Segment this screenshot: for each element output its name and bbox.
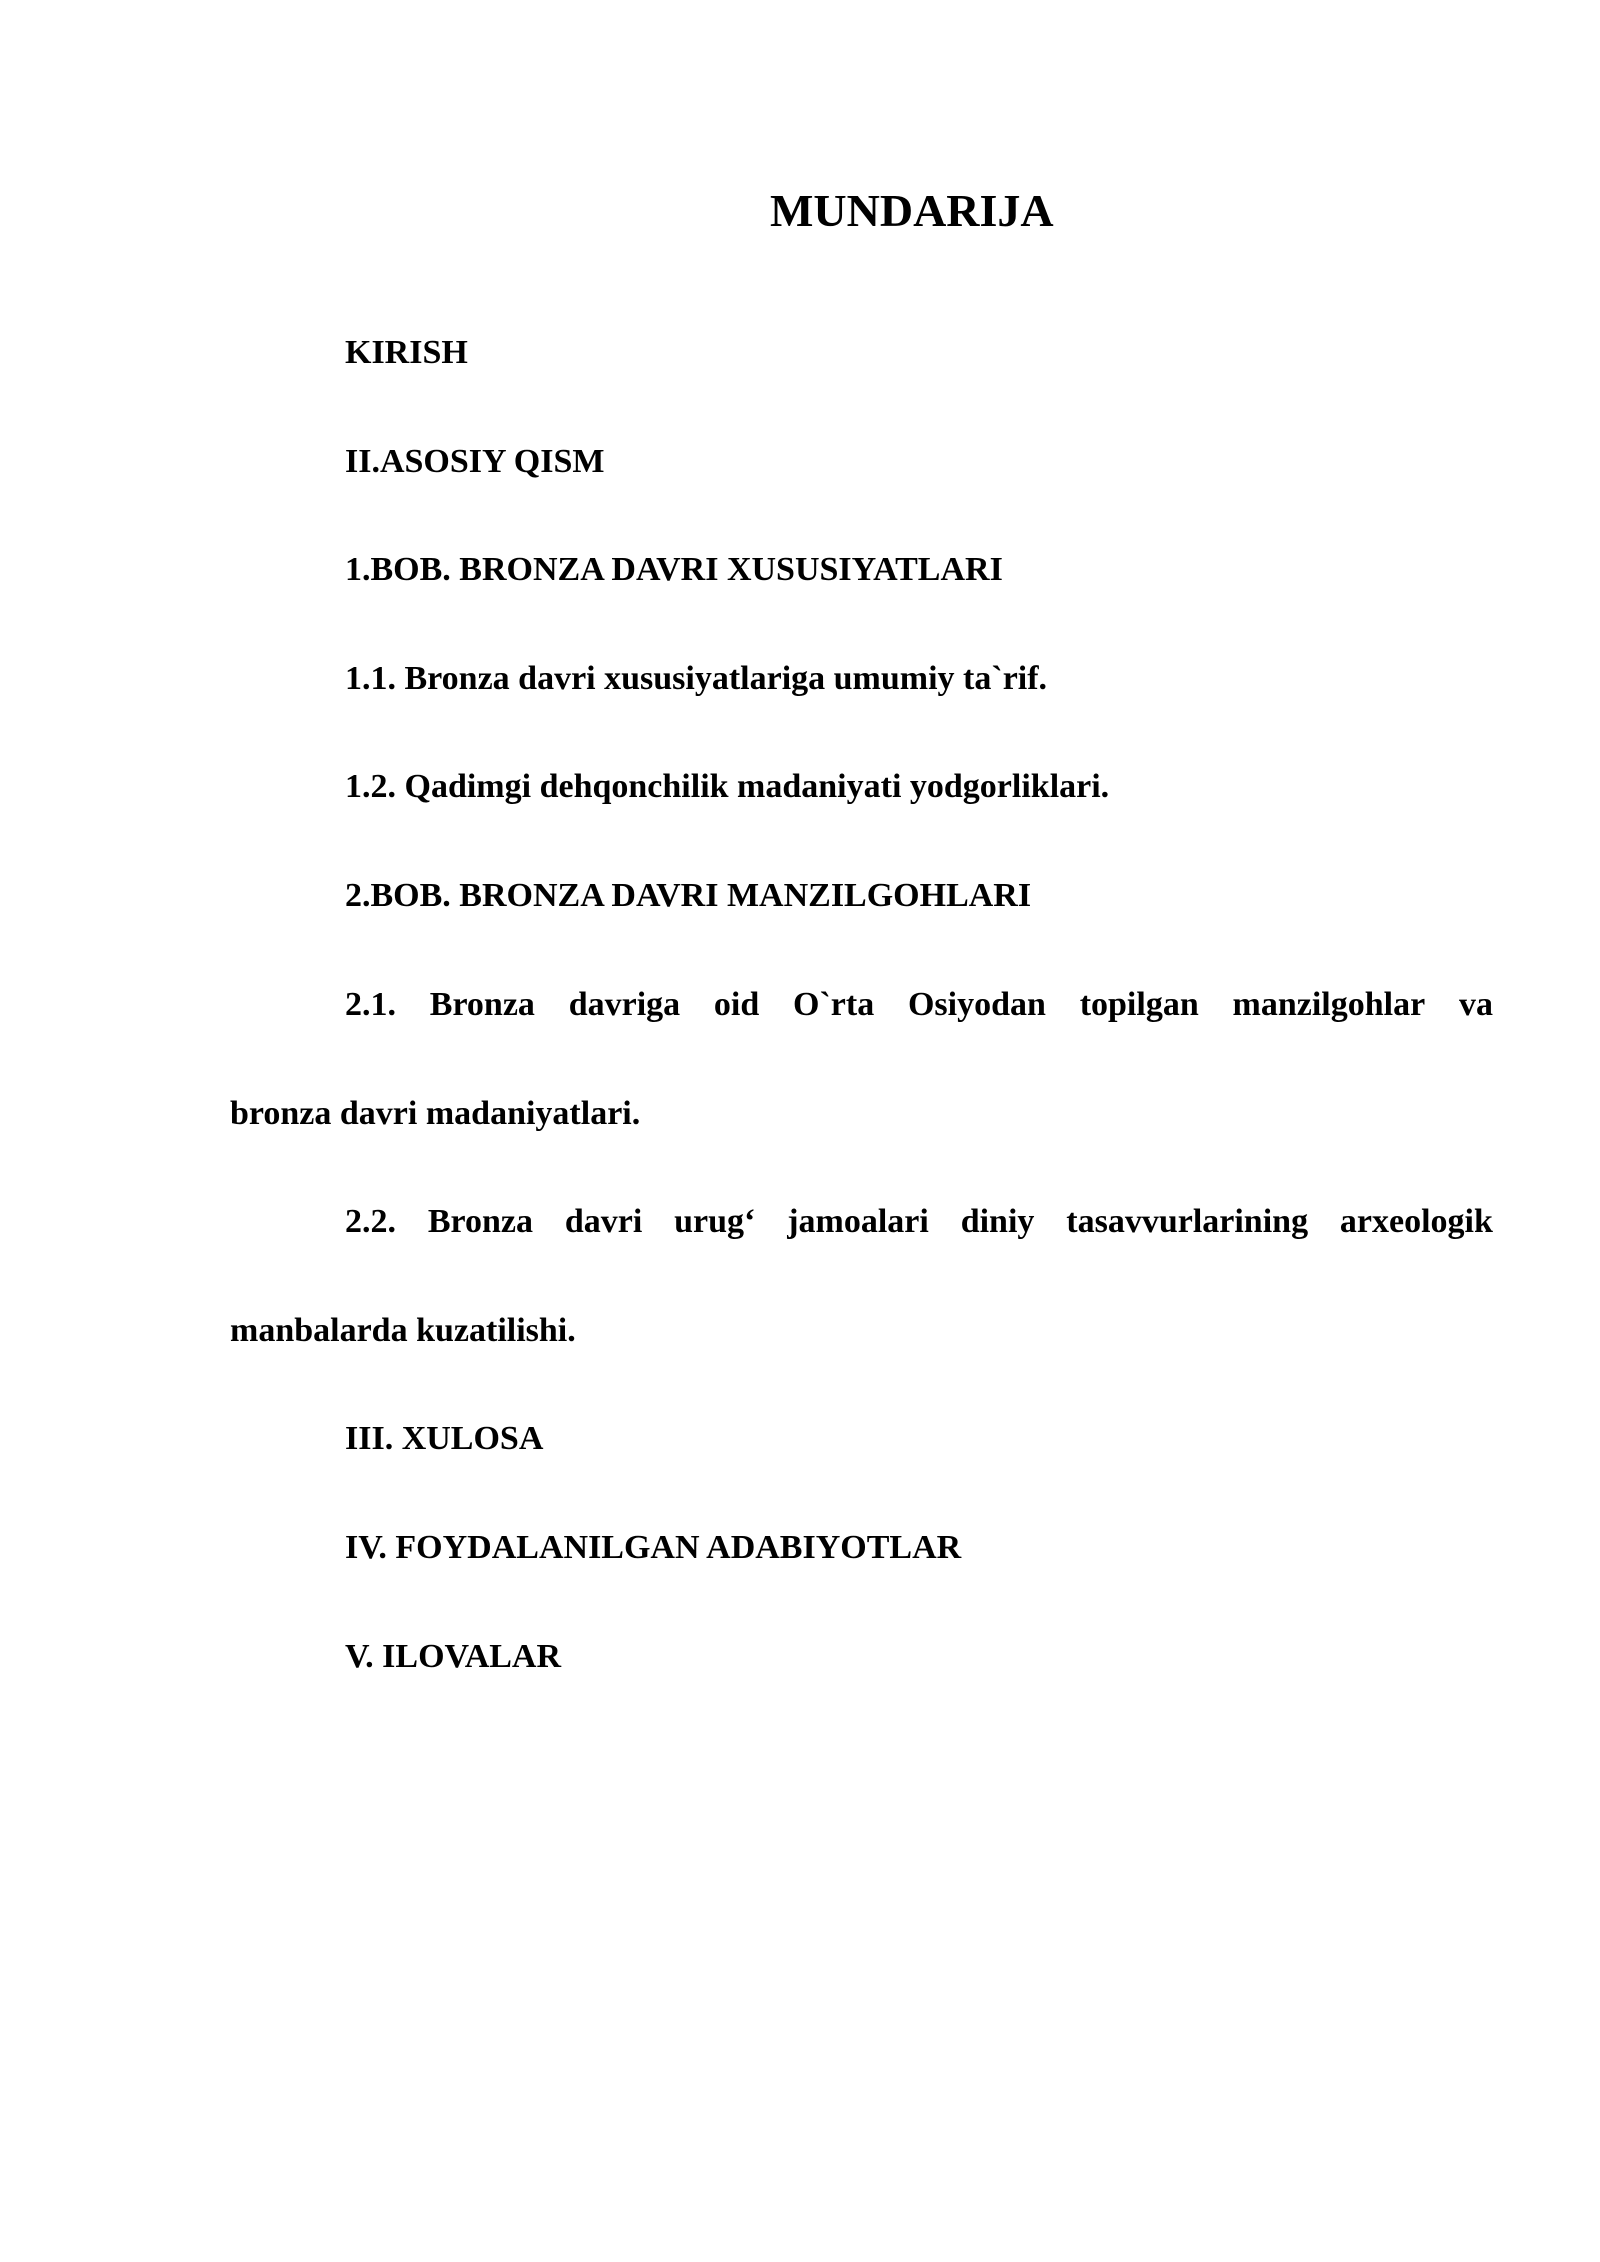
- word: manzilgohlar: [1232, 986, 1426, 1023]
- word: jamoalari: [787, 1203, 929, 1240]
- word: 2.2.: [345, 1203, 396, 1240]
- toc-entry-kirish: KIRISH: [345, 334, 468, 371]
- toc-entry-chapter-2: 2.BOB. BRONZA DAVRI MANZILGOHLARI: [345, 877, 1032, 914]
- toc-entry-asosiy-qism: II.ASOSIY QISM: [345, 443, 605, 480]
- toc-entry-section-1-1: 1.1. Bronza davri xususiyatlariga umumiy ta`rif.: [345, 660, 1048, 697]
- word: Osiyodan: [907, 986, 1046, 1023]
- word: va: [1458, 986, 1493, 1023]
- word: davri: [564, 1203, 643, 1240]
- word: oid: [713, 986, 760, 1023]
- word: Bronza: [427, 1203, 533, 1240]
- toc-entry-section-2-2-line2: manbalarda kuzatilishi.: [230, 1312, 576, 1349]
- toc-entry-ilovalar: V. ILOVALAR: [345, 1638, 562, 1675]
- word: 2.1.: [345, 986, 396, 1023]
- toc-entry-section-2-1-line2: bronza davri madaniyatlari.: [230, 1095, 641, 1132]
- word: O`rta: [793, 986, 875, 1023]
- toc-entry-section-1-2: 1.2. Qadimgi dehqonchilik madaniyati yodgorliklari.: [345, 768, 1110, 805]
- word: davriga: [568, 986, 681, 1023]
- toc-entry-section-2-2-line1: [345, 1205, 1493, 1239]
- toc-entry-xulosa: III. XULOSA: [345, 1420, 544, 1457]
- word: Bronza: [429, 986, 535, 1023]
- word: urug‘: [674, 1203, 756, 1240]
- word: tasavvurlarining: [1066, 1203, 1309, 1240]
- page-title: MUNDARIJA: [770, 185, 1054, 236]
- word: arxeologik: [1339, 1203, 1493, 1240]
- word: diniy: [960, 1203, 1035, 1240]
- toc-entry-adabiyotlar: IV. FOYDALANILGAN ADABIYOTLAR: [345, 1529, 962, 1566]
- word: topilgan: [1079, 986, 1199, 1023]
- toc-entry-section-2-1-line1: [345, 988, 1493, 1022]
- toc-entry-chapter-1: 1.BOB. BRONZA DAVRI XUSUSIYATLARI: [345, 551, 1003, 588]
